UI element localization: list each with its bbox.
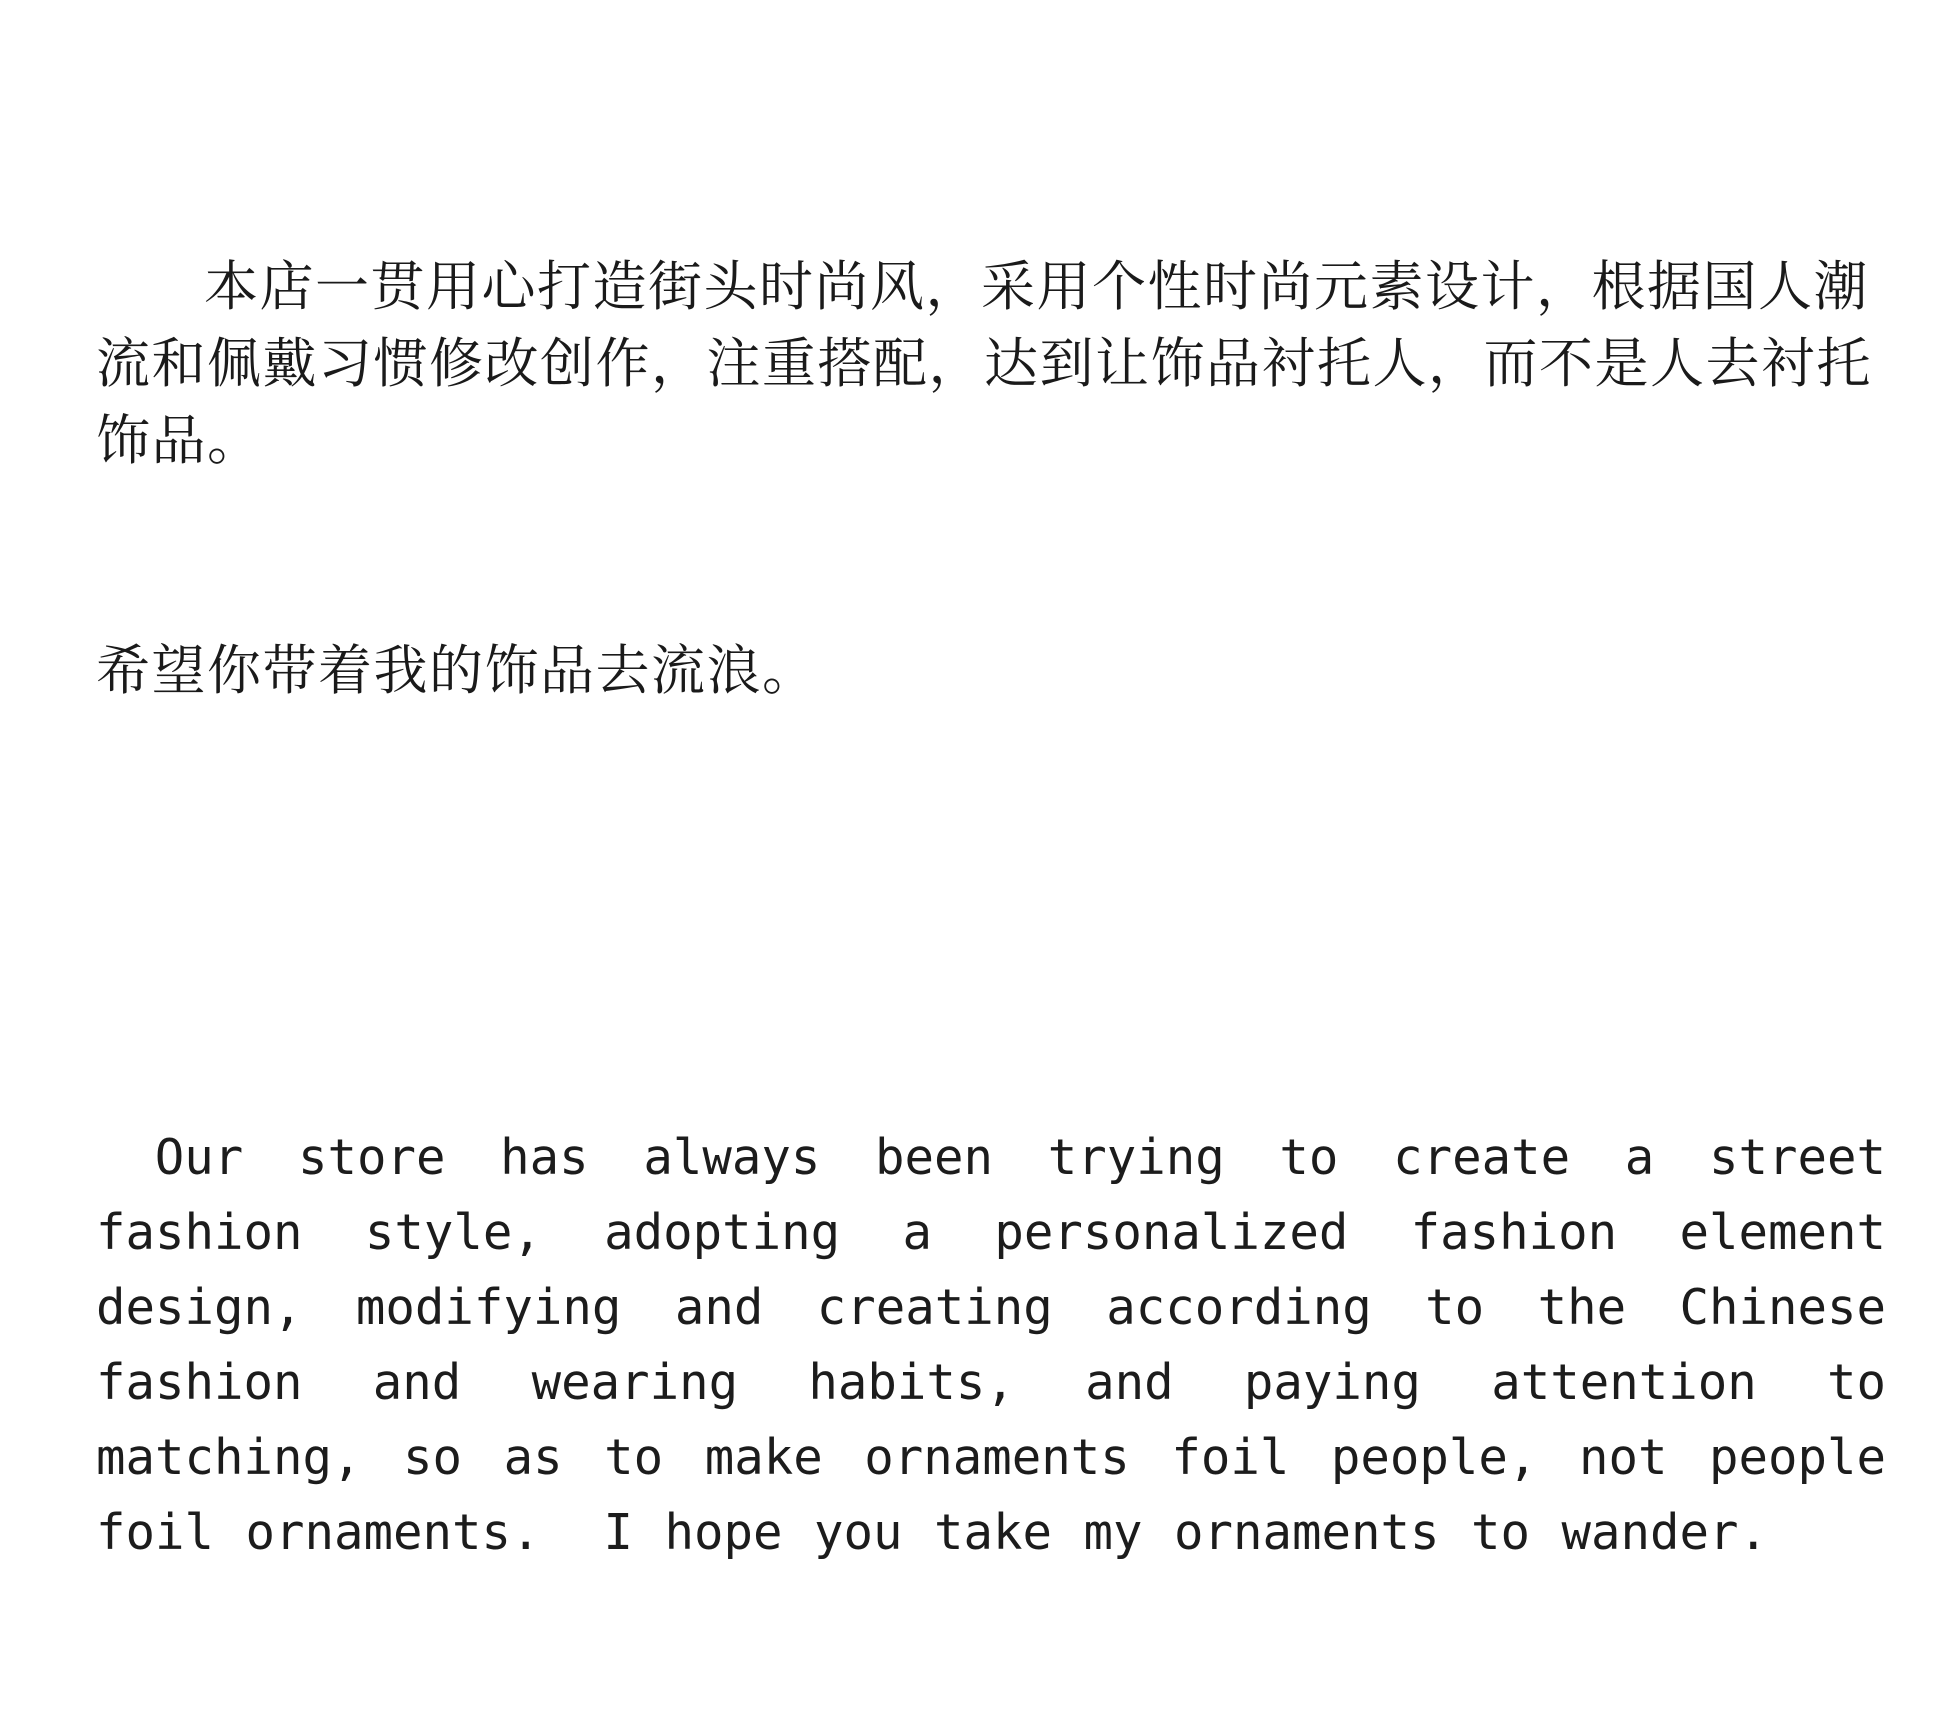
chinese-text-block <box>96 96 1886 863</box>
chinese-paragraph-1: 本店一贯用心打造街头时尚风，采用个性时尚元素设计，根据国人潮流和佩戴习惯修改创作，注重搭配，达到让饰品衬托人，而不是人去衬托饰品。 <box>96 255 1872 472</box>
chinese-paragraph-2: 希望你带着我的饰品去流浪。 <box>96 638 818 702</box>
english-paragraph: Our store has always been trying to create a street fashion style, adopting a personalized fashion element design, modifying and creating according to the Chinese fashion and wearing habits, and paying attention to matching, so as to make ornaments foil people, not people foil ornaments. I hope you take my ornaments to wander. <box>96 1128 1918 1561</box>
english-text-block <box>96 971 1918 1720</box>
paragraph-spacer <box>96 863 1886 971</box>
